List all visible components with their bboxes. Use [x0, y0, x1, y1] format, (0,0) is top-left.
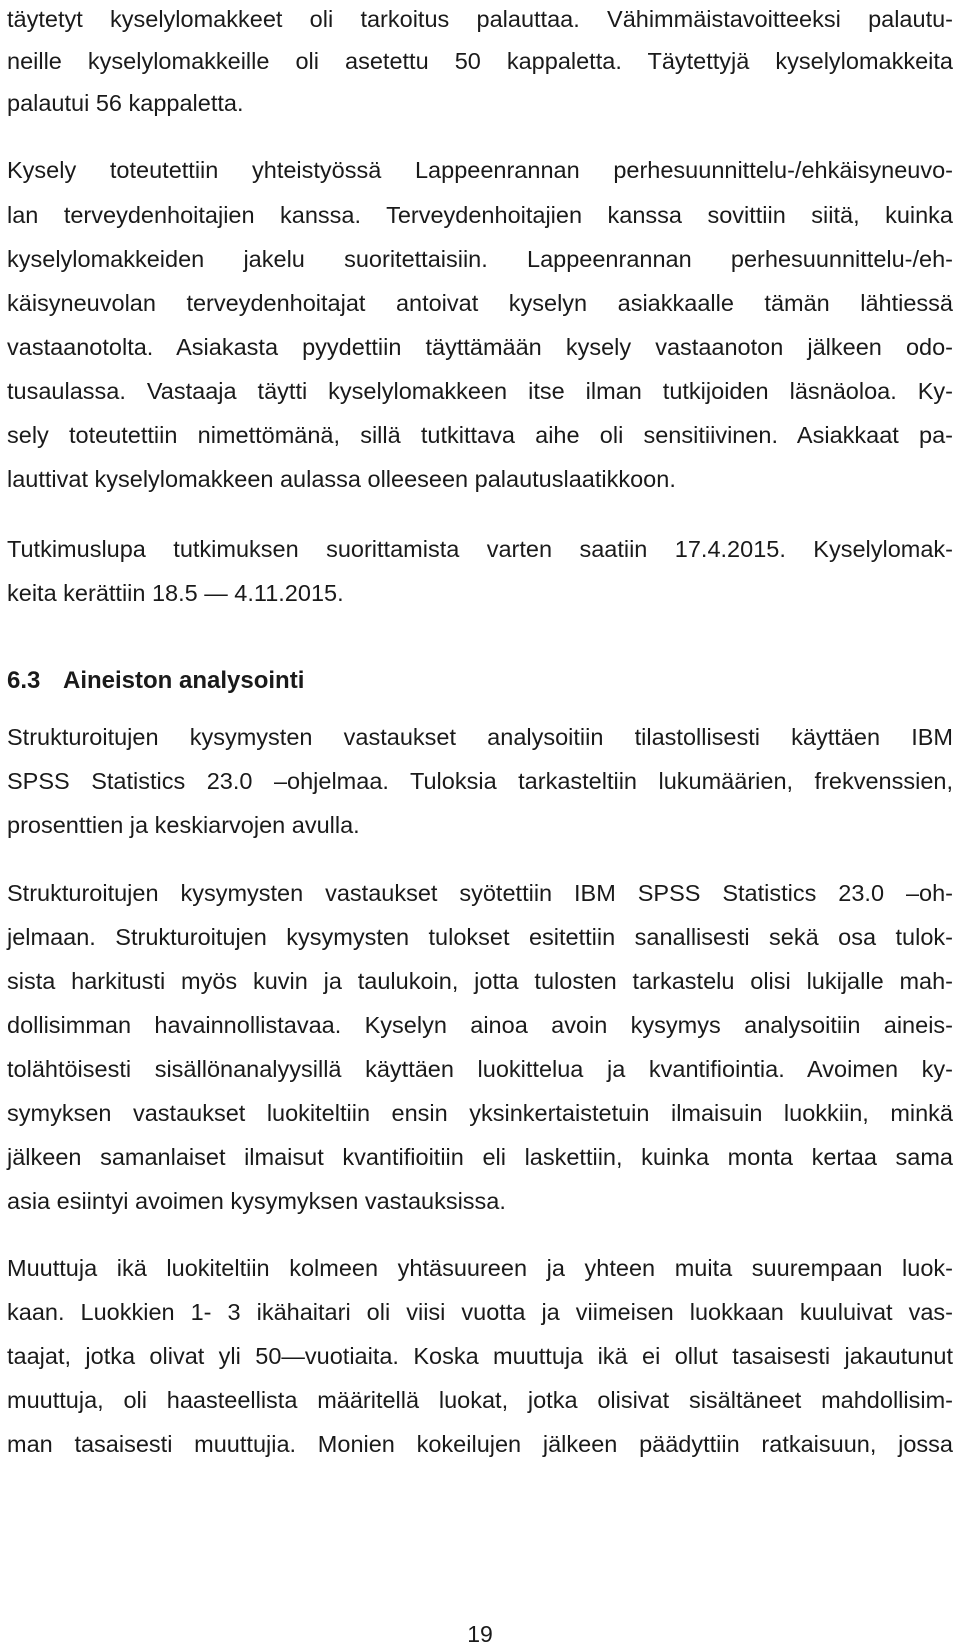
paragraph-line: Strukturoitujen kysymysten vastaukset analysoitiin tilastollisesti käyttäen IBM — [7, 724, 953, 750]
section-number: 6.3 — [7, 667, 41, 694]
paragraph-line: Muuttuja ikä luokiteltiin kolmeen yhtäsuureen ja yhteen muita suurempaan luok- — [7, 1255, 953, 1281]
paragraph-line: symyksen vastaukset luokiteltiin ensin yksinkertaistetuin ilmaisuin luokkiin, minkä — [7, 1100, 953, 1126]
paragraph-line: SPSS Statistics 23.0 –ohjelmaa. Tuloksia tarkasteltiin lukumäärien, frekvenssien, — [7, 768, 953, 794]
paragraph-line: dollisimman havainnollistavaa. Kyselyn ainoa avoin kysymys analysoitiin aineis- — [7, 1012, 953, 1038]
paragraph-line: käisyneuvolan terveydenhoitajat antoivat kyselyn asiakkaalle tämän lähtiessä — [7, 290, 953, 316]
paragraph-line: neille kyselylomakkeille oli asetettu 50 kappaletta. Täytettyjä kyselylomakkeita — [7, 48, 953, 74]
paragraph-line: kaan. Luokkien 1- 3 ikähaitari oli viisi vuotta ja viimeisen luokkaan kuuluivat vas- — [7, 1299, 953, 1325]
paragraph-line: Strukturoitujen kysymysten vastaukset syötettiin IBM SPSS Statistics 23.0 –oh- — [7, 880, 953, 906]
paragraph-line: kyselylomakkeiden jakelu suoritettaisiin. Lappeenrannan perhesuunnittelu-/eh- — [7, 246, 953, 272]
paragraph-line: Tutkimuslupa tutkimuksen suorittamista varten saatiin 17.4.2015. Kyselylomak- — [7, 536, 953, 562]
paragraph-line: vastaanotolta. Asiakasta pyydettiin täyttämään kysely vastaanoton jälkeen odo- — [7, 334, 953, 360]
paragraph-line: tusaulassa. Vastaaja täytti kyselylomakkeen itse ilman tutkijoiden läsnäoloa. Ky- — [7, 378, 953, 404]
paragraph-line: jälkeen samanlaiset ilmaisut kvantifioitiin eli laskettiin, kuinka monta kertaa sama — [7, 1144, 953, 1170]
paragraph-line: tolähtöisesti sisällönanalyysillä käyttäen luokittelua ja kvantifiointia. Avoimen ky- — [7, 1056, 953, 1082]
page-number: 19 — [467, 1621, 493, 1647]
paragraph-line: Kysely toteutettiin yhteistyössä Lappeenrannan perhesuunnittelu-/ehkäisyneuvo- — [7, 157, 953, 183]
paragraph-line: lan terveydenhoitajien kanssa. Terveydenhoitajien kanssa sovittiin siitä, kuinka — [7, 202, 953, 228]
paragraph-line: sista harkitusti myös kuvin ja taulukoin, jotta tulosten tarkastelu olisi lukijalle mah- — [7, 968, 953, 994]
paragraph-line: täytetyt kyselylomakkeet oli tarkoitus palauttaa. Vähimmäistavoitteeksi palautu- — [7, 6, 953, 32]
paragraph-line: muuttuja, oli haasteellista määritellä luokat, jotka olisivat sisältäneet mahdollisim- — [7, 1387, 953, 1413]
section-title: Aineiston analysointi — [63, 667, 305, 694]
paragraph-line: taajat, jotka olivat yli 50—vuotiaita. Koska muuttuja ikä ei ollut tasaisesti jakautunut — [7, 1343, 953, 1369]
section-heading — [7, 666, 304, 696]
paragraph-line: asia esiintyi avoimen kysymyksen vastauksissa. — [7, 1188, 506, 1214]
paragraph-line: lauttivat kyselylomakkeen aulassa olleeseen palautuslaatikkoon. — [7, 466, 676, 492]
paragraph-line: keita kerättiin 18.5 — 4.11.2015. — [7, 580, 344, 606]
paragraph-line: sely toteutettiin nimettömänä, sillä tutkittava aihe oli sensitiivinen. Asiakkaat pa- — [7, 422, 953, 448]
paragraph-line: jelmaan. Strukturoitujen kysymysten tulokset esitettiin sanallisesti sekä osa tulok- — [7, 924, 953, 950]
paragraph-line: palautui 56 kappaletta. — [7, 90, 244, 116]
paragraph-line: prosenttien ja keskiarvojen avulla. — [7, 812, 360, 838]
paragraph-line: man tasaisesti muuttujia. Monien kokeilujen jälkeen päädyttiin ratkaisuun, jossa — [7, 1431, 953, 1457]
